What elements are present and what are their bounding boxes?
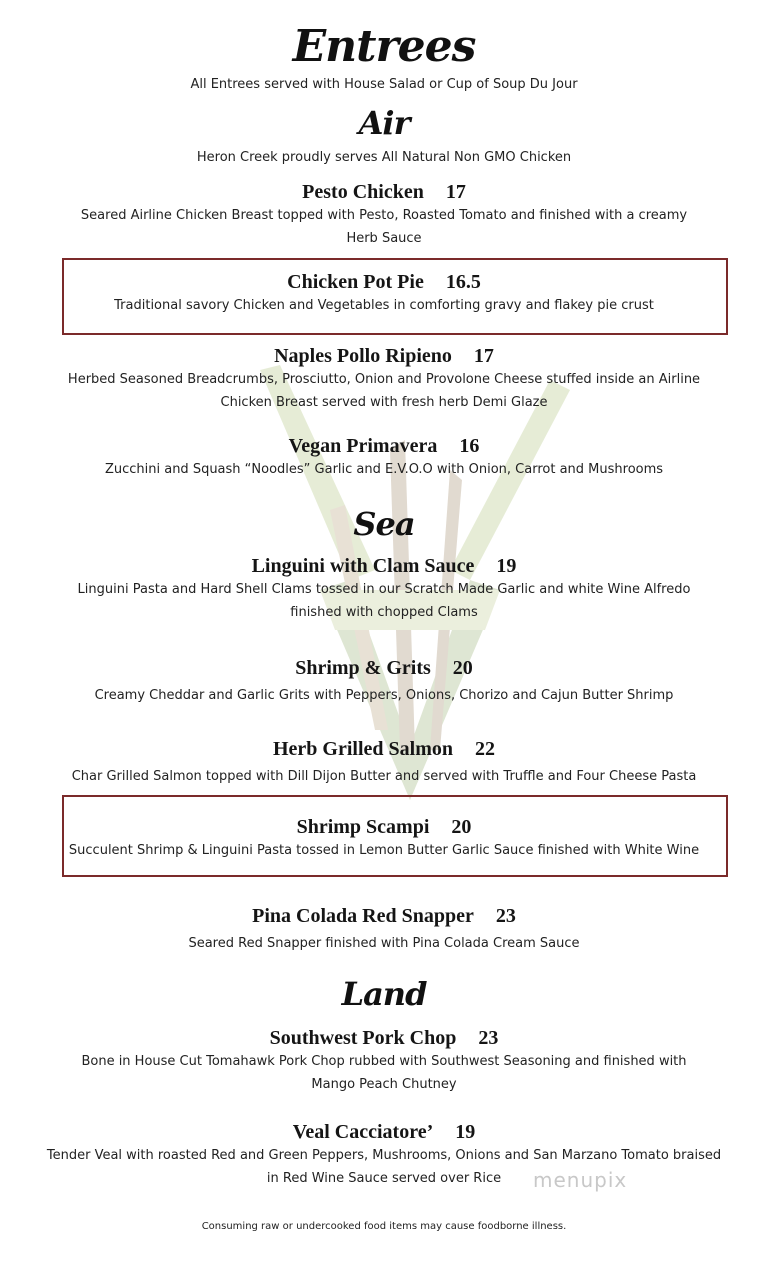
menu-item [0,1120,768,1190]
item-price: 17 [473,345,494,367]
watermark: menupix [533,1168,628,1192]
item-description: Chicken Breast served with fresh herb Demi Glaze [220,395,548,410]
item-title [0,904,768,928]
item-title [0,815,768,839]
item-description: Mango Peach Chutney [311,1077,457,1092]
item-description: Zucchini and Squash “Noodles” Garlic and E.V.O.O with Onion, Carrot and Mushrooms [104,462,664,477]
item-title [0,656,768,680]
item-name: Herb Grilled Salmon [273,738,453,760]
item-title [0,737,768,761]
item-price: 23 [478,1027,499,1049]
item-description: Seared Red Snapper finished with Pina Colada Cream Sauce [188,936,580,951]
item-price: 19 [496,555,517,577]
item-title [0,1120,768,1144]
footer-disclaimer: Consuming raw or undercooked food items may cause foodborne illness. [201,1221,567,1232]
menu-item [0,434,768,481]
page-subtitle: All Entrees served with House Salad or Cup of Soup Du Jour [190,77,578,92]
item-name: Vegan Primavera [288,435,438,457]
item-title [0,434,768,458]
item-description: Linguini Pasta and Hard Shell Clams tossed in our Scratch Made Garlic and white Wine Alfredo [77,582,691,597]
item-name: Pesto Chicken [302,181,424,203]
section-title-sea: Sea [353,505,415,543]
item-name: Shrimp Scampi [296,816,430,838]
menu-item [0,904,768,955]
item-name: Veal Cacciatore’ [292,1121,434,1143]
section-note-air: Heron Creek proudly serves All Natural Non GMO Chicken [196,150,572,165]
section-title-air: Air [358,104,410,142]
menu-item [0,554,768,624]
item-price: 20 [451,816,472,838]
item-description: Tender Veal with roasted Red and Green Peppers, Mushrooms, Onions and San Marzano Tomato braised [46,1148,722,1163]
item-price: 20 [452,657,473,679]
menu-item-featured [0,270,768,317]
item-title [0,180,768,204]
menu-item [0,656,768,707]
item-name: Chicken Pot Pie [287,271,424,293]
item-description: Succulent Shrimp & Linguini Pasta tossed in Lemon Butter Garlic Sauce finished with White Wine [68,843,700,858]
item-description: Creamy Cheddar and Garlic Grits with Peppers, Onions, Chorizo and Cajun Butter Shrimp [94,688,674,703]
item-description: Bone in House Cut Tomahawk Pork Chop rubbed with Southwest Seasoning and finished with [81,1054,687,1069]
section-title-land: Land [341,975,427,1013]
menu-item [0,344,768,414]
item-price: 23 [495,905,516,927]
item-name: Linguini with Clam Sauce [251,555,475,577]
item-name: Naples Pollo Ripieno [274,345,452,367]
page-title: Entrees [292,21,476,72]
menu-item-featured [0,815,768,862]
item-name: Shrimp & Grits [295,657,431,679]
item-price: 17 [445,181,466,203]
item-description: Herbed Seasoned Breadcrumbs, Prosciutto, Onion and Provolone Cheese stuffed inside an Airline [67,372,701,387]
item-name: Pina Colada Red Snapper [252,905,474,927]
item-title [0,1026,768,1050]
item-name: Southwest Pork Chop [269,1027,457,1049]
item-description: Traditional savory Chicken and Vegetables in comforting gravy and flakey pie crust [114,298,654,313]
item-description: Char Grilled Salmon topped with Dill Dijon Butter and served with Truffle and Four Cheese Pasta [71,769,697,784]
item-price: 16.5 [445,271,481,293]
item-price: 16 [459,435,480,457]
menu-item [0,737,768,788]
item-price: 19 [455,1121,476,1143]
menu-item [0,1026,768,1096]
item-description: finished with chopped Clams [290,605,478,620]
item-title [0,344,768,368]
item-price: 22 [475,738,495,760]
item-title [0,554,768,578]
item-description: Herb Sauce [346,231,422,246]
item-description: in Red Wine Sauce served over Rice [266,1171,502,1186]
menu-item [0,180,768,250]
item-description: Seared Airline Chicken Breast topped with Pesto, Roasted Tomato and finished with a creamy [80,208,688,223]
item-title [0,270,768,294]
